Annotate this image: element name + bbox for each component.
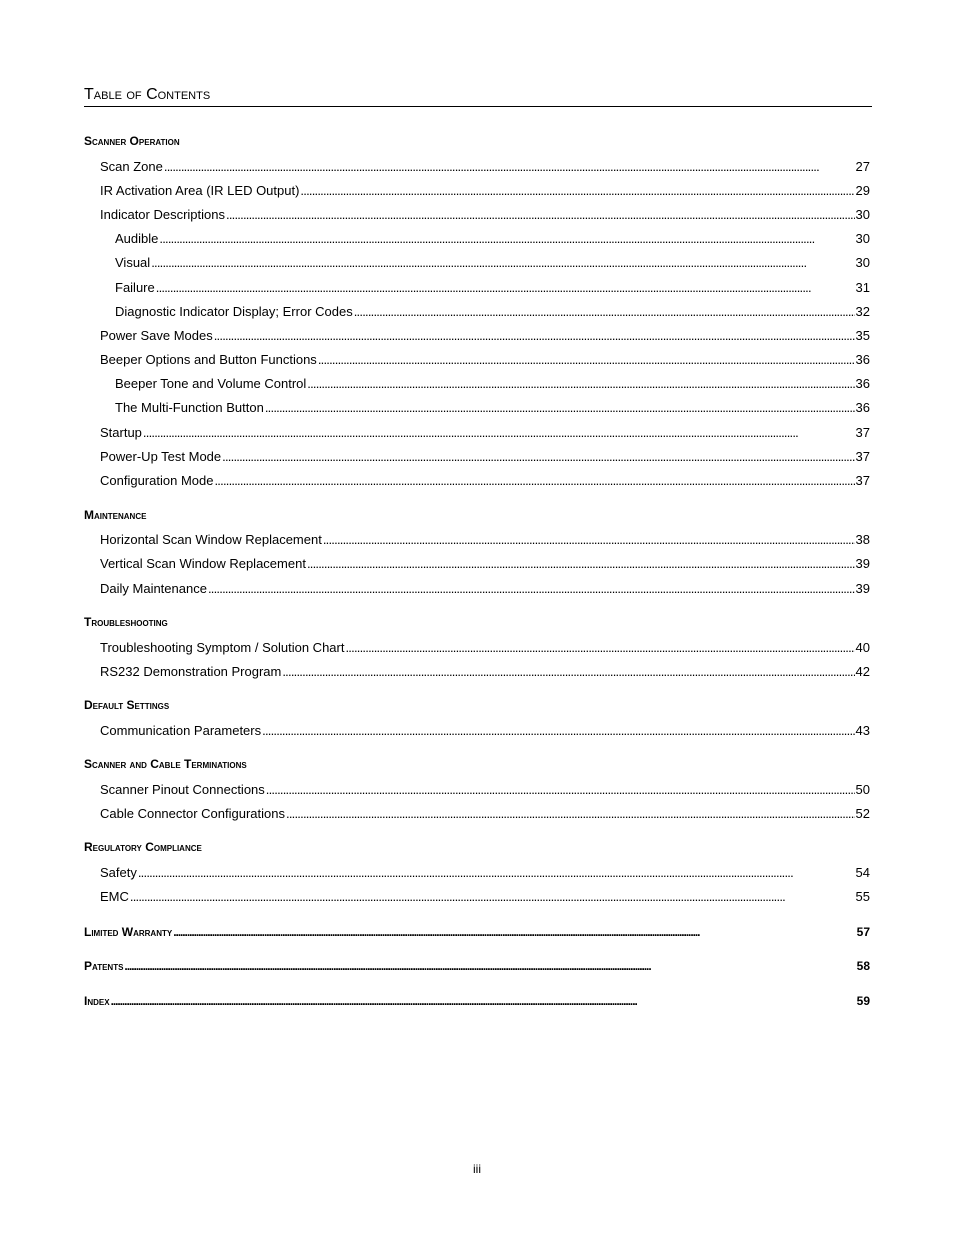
dot-leader: [124, 957, 855, 975]
toc-entry-label: Indicator Descriptions: [100, 207, 225, 222]
dot-leader: [300, 182, 854, 200]
toc-entry-page: 40: [855, 640, 870, 655]
section-heading-scanner-operation: Scanner Operation: [84, 134, 180, 148]
toc-entry[interactable]: [100, 424, 870, 442]
toc-entry[interactable]: [115, 399, 870, 417]
dot-leader: [286, 805, 855, 823]
toc-entry-page: 36: [855, 376, 870, 391]
toc-entry-page: 39: [855, 556, 870, 571]
toc-entry[interactable]: [115, 254, 870, 272]
toc-entry-page: 30: [855, 231, 870, 246]
dot-leader: [138, 864, 855, 882]
toc-entry[interactable]: [100, 722, 870, 740]
toc-entry-page: 32: [855, 304, 870, 319]
toc-entry[interactable]: [100, 327, 870, 345]
dot-leader: [111, 992, 856, 1010]
toc-entry-page: 57: [856, 925, 870, 939]
toc-entry-label: Scanner Pinout Connections: [100, 782, 265, 797]
toc-entry-page: 55: [855, 889, 870, 904]
toc-entry-page: 29: [855, 183, 870, 198]
toc-entry-label: Horizontal Scan Window Replacement: [100, 532, 322, 547]
section-heading-troubleshooting: Troubleshooting: [84, 615, 168, 629]
page-title: Table of Contents: [84, 85, 872, 107]
toc-entry-label: Limited Warranty: [84, 925, 173, 939]
toc-entry-label: RS232 Demonstration Program: [100, 664, 282, 679]
toc-entry-label: IR Activation Area (IR LED Output): [100, 183, 300, 198]
toc-entry[interactable]: [100, 531, 870, 549]
toc-entry-label: Patents: [84, 959, 124, 973]
toc-entry-page: 27: [855, 159, 870, 174]
section-heading-regulatory-compliance: Regulatory Compliance: [84, 840, 202, 854]
dot-leader: [164, 158, 855, 176]
toc-entry[interactable]: [100, 805, 870, 823]
dot-leader: [307, 555, 855, 573]
toc-entry-page: 42: [855, 664, 870, 679]
toc-entry-page: 36: [855, 352, 870, 367]
toc-entry-label: Diagnostic Indicator Display; Error Codes: [115, 304, 353, 319]
section-heading-maintenance: Maintenance: [84, 508, 147, 522]
dot-leader: [307, 375, 854, 393]
toc-entry-label: Communication Parameters: [100, 723, 262, 738]
toc-entry-limited-warranty[interactable]: [84, 923, 870, 941]
toc-entry-page: 36: [855, 400, 870, 415]
toc-entry[interactable]: [100, 182, 870, 200]
toc-entry-page: 30: [855, 207, 870, 222]
toc-entry-label: Scan Zone: [100, 159, 163, 174]
toc-entry[interactable]: [115, 375, 870, 393]
toc-entry[interactable]: [100, 663, 870, 681]
dot-leader: [345, 639, 854, 657]
toc-entry-page: 37: [855, 473, 870, 488]
toc-entry[interactable]: [100, 206, 870, 224]
dot-leader: [214, 472, 854, 490]
dot-leader: [173, 923, 855, 941]
toc-entry[interactable]: [100, 580, 870, 598]
dot-leader: [159, 230, 854, 248]
toc-entry-label: Safety: [100, 865, 137, 880]
toc-entry[interactable]: [115, 230, 870, 248]
toc-entry-label: Troubleshooting Symptom / Solution Chart: [100, 640, 345, 655]
section-heading-scanner-and-cable-terminations: Scanner and Cable Terminations: [84, 757, 247, 771]
toc-entry-page: 52: [855, 806, 870, 821]
dot-leader: [266, 781, 855, 799]
toc-entry[interactable]: [115, 303, 870, 321]
toc-entry[interactable]: [100, 555, 870, 573]
toc-entry-label: Configuration Mode: [100, 473, 214, 488]
toc-entry-label: Beeper Options and Button Functions: [100, 352, 317, 367]
toc-entry[interactable]: [100, 158, 870, 176]
dot-leader: [143, 424, 855, 442]
toc-entry-label: Daily Maintenance: [100, 581, 207, 596]
dot-leader: [323, 531, 855, 549]
dot-leader: [354, 303, 855, 321]
toc-entry[interactable]: [115, 279, 870, 297]
toc-entry[interactable]: [100, 781, 870, 799]
dot-leader: [208, 580, 855, 598]
dot-leader: [214, 327, 855, 345]
toc-entry[interactable]: [100, 888, 870, 906]
toc-entry[interactable]: [100, 351, 870, 369]
toc-entry-label: Failure: [115, 280, 155, 295]
toc-entry-page: 50: [855, 782, 870, 797]
toc-entry-label: Beeper Tone and Volume Control: [115, 376, 307, 391]
toc-entry[interactable]: [100, 864, 870, 882]
toc-entry-label: EMC: [100, 889, 129, 904]
toc-entry-label: Power Save Modes: [100, 328, 213, 343]
toc-entry-label: Visual: [115, 255, 151, 270]
toc-entry[interactable]: [100, 639, 870, 657]
dot-leader: [282, 663, 854, 681]
toc-entry-page: 35: [855, 328, 870, 343]
toc-entry-page: 37: [855, 449, 870, 464]
dot-leader: [130, 888, 855, 906]
section-heading-default-settings: Default Settings: [84, 698, 170, 712]
toc-entry-page: 38: [855, 532, 870, 547]
toc-entry-label: Index: [84, 994, 110, 1008]
toc-entry-label: Audible: [115, 231, 159, 246]
dot-leader: [156, 279, 855, 297]
footer-page-number: iii: [473, 1162, 481, 1176]
toc-entry-patents[interactable]: [84, 957, 870, 975]
toc-entry-label: Power-Up Test Mode: [100, 449, 222, 464]
dot-leader: [318, 351, 855, 369]
toc-entry-page: 58: [856, 959, 870, 973]
toc-entry-page: 43: [855, 723, 870, 738]
toc-entry[interactable]: [100, 472, 870, 490]
toc-entry-page: 31: [855, 280, 870, 295]
dot-leader: [265, 399, 855, 417]
toc-entry-page: 37: [855, 425, 870, 440]
toc-entry-page: 39: [855, 581, 870, 596]
toc-entry-index[interactable]: [84, 992, 870, 1010]
toc-entry-page: 54: [855, 865, 870, 880]
toc-entry-page: 59: [856, 994, 870, 1008]
dot-leader: [151, 254, 854, 272]
toc-entry-label: Cable Connector Configurations: [100, 806, 285, 821]
toc-entry-label: Startup: [100, 425, 142, 440]
toc-entry[interactable]: [100, 448, 870, 466]
dot-leader: [262, 722, 854, 740]
toc-entry-label: Vertical Scan Window Replacement: [100, 556, 306, 571]
dot-leader: [222, 448, 854, 466]
dot-leader: [226, 206, 855, 224]
toc-entry-page: 30: [855, 255, 870, 270]
toc-entry-label: The Multi-Function Button: [115, 400, 264, 415]
